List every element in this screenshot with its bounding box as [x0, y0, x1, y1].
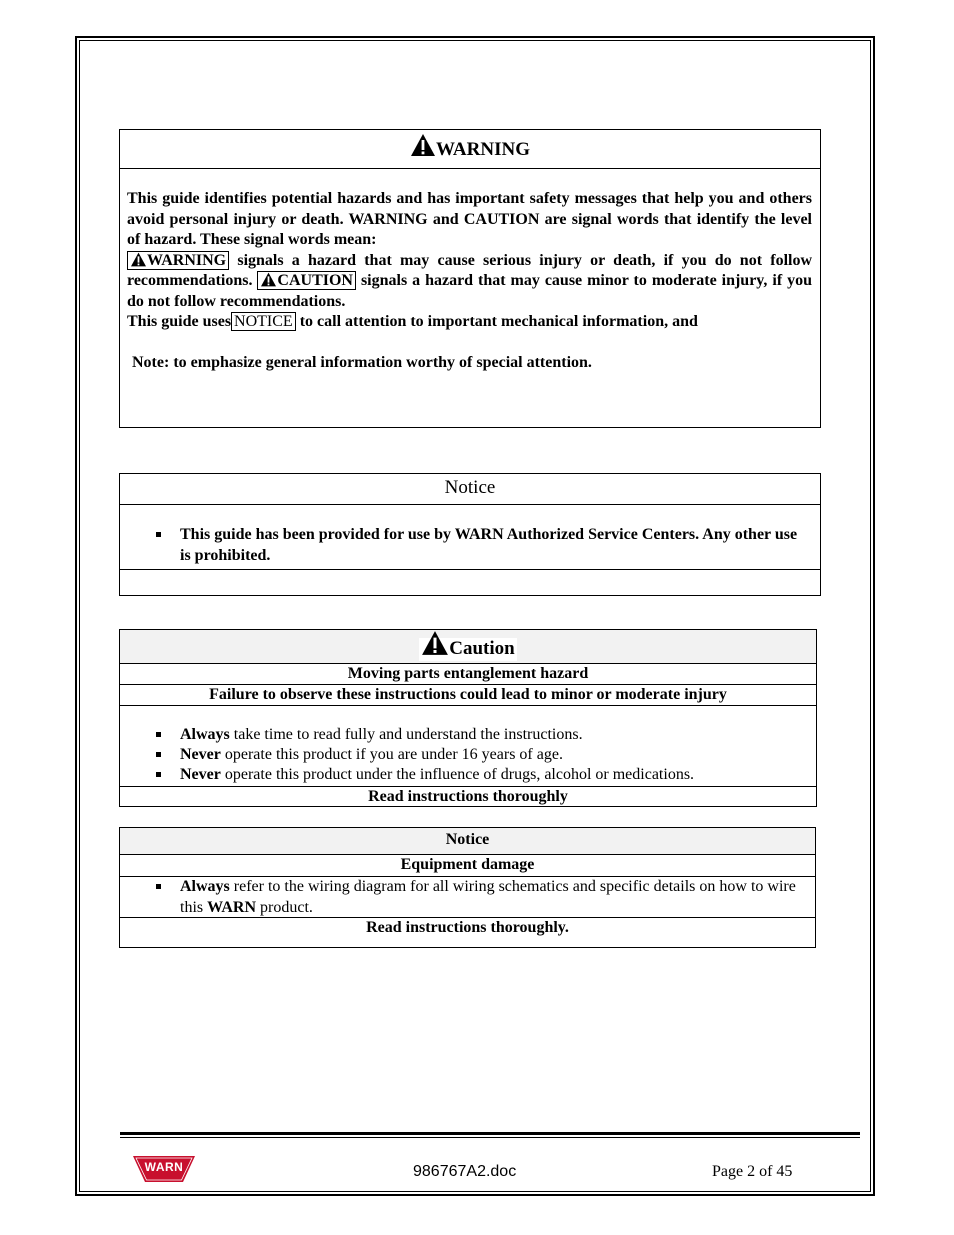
caution-box: [119, 629, 817, 807]
notice2-hazard-row: [120, 855, 815, 877]
notice-box-2: [119, 827, 816, 948]
notice2-body-row: [120, 877, 815, 918]
footer-rule-thick: [120, 1132, 860, 1135]
warning-box: [119, 129, 821, 428]
warning-title-row: [120, 130, 820, 169]
caution-footer-row: [120, 787, 816, 806]
list-item: [120, 525, 820, 566]
notice2-footer: Read instructions thoroughly.: [366, 919, 569, 936]
notice2-item-lead: Always: [180, 878, 230, 895]
warning-title: WARNING: [436, 139, 530, 160]
caution-consequence-row: [120, 685, 816, 706]
notice-suffix: to call attention to important mechanical information, and: [299, 313, 698, 330]
notice-title-row: [120, 474, 820, 505]
notice2-title-row: [120, 828, 815, 855]
caution-title: Caution: [449, 638, 515, 659]
caution-item-1-lead: Always: [180, 726, 230, 743]
caution-list: [120, 725, 816, 785]
warning-icon: [410, 133, 436, 157]
notice-item-text: This guide has been provided for use by WARN Authorized Service Centers. Any other use is prohibited.: [180, 526, 798, 564]
warning-label: WARNING: [147, 251, 227, 269]
list-item: [120, 765, 816, 785]
warn-logo-text: WARN: [144, 1160, 184, 1174]
notice-label: NOTICE: [234, 313, 293, 330]
notice-empty-row: [120, 570, 820, 595]
caution-footer: Read instructions thoroughly: [368, 788, 568, 805]
caution-item-2-text: operate this product if you are under 16 years of age.: [220, 746, 563, 763]
caution-icon: [421, 630, 449, 656]
note-text: Note: to emphasize general information worthy of special attention.: [132, 353, 592, 371]
caution-title-cell: [419, 638, 516, 661]
notice2-footer-row: [120, 918, 815, 947]
footer-rule-thin: [120, 1137, 860, 1138]
caution-item-2-lead: Never: [180, 746, 221, 763]
caution-item-3-text: operate this product under the influence of drugs, alcohol or medications.: [220, 766, 695, 783]
notice-label-box: [231, 312, 296, 331]
notice-prefix: This guide uses: [127, 313, 232, 330]
caution-label: CAUTION: [277, 272, 353, 289]
caution-label-box: [257, 271, 356, 290]
notice2-list: [120, 877, 815, 918]
notice-body-row: [120, 505, 820, 570]
warning-intro: This guide identifies potential hazards and has important safety messages that help you and others avoid personal injury or death. WARNING and CAUTION are signal words that identify the level of hazard. These signal words mean:: [127, 190, 812, 248]
warn-logo: [133, 1155, 195, 1183]
notice2-item-end: product.: [256, 898, 313, 916]
warning-label-box: [127, 251, 229, 270]
caution-consequence: Failure to observe these instructions could lead to minor or moderate injury: [209, 686, 727, 703]
notice-list: [120, 525, 820, 566]
warning-definitions: [127, 251, 812, 313]
caution-item-1-text: take time to read fully and understand the instructions.: [229, 726, 583, 743]
caution-small-icon: [260, 272, 277, 287]
notice-usage: [127, 312, 812, 333]
list-item: [120, 725, 816, 745]
list-item: [120, 745, 816, 765]
notice2-title: Notice: [445, 831, 490, 848]
caution-hazard: Moving parts entanglement hazard: [347, 665, 589, 682]
warning-small-icon: [130, 252, 147, 267]
caution-list-row: [120, 706, 816, 787]
notice-title: Notice: [444, 477, 496, 498]
caution-definition: signals a hazard that may cause minor to moderate injury, if you do not follow recommendations.: [127, 272, 812, 310]
warning-definition: signals a hazard that may cause serious injury or death, if you do not follow recommendations.: [127, 251, 813, 289]
caution-hazard-row: [120, 664, 816, 685]
footer-page-number: Page 2 of 45: [712, 1163, 793, 1180]
list-item: [120, 877, 815, 918]
caution-item-3-lead: Never: [180, 766, 221, 783]
notice2-hazard: Equipment damage: [400, 856, 535, 873]
notice2-item-text: refer to the wiring diagram for all wiring schematics and specific details on how to wire this: [180, 878, 796, 916]
notice2-item-brand: WARN: [207, 898, 257, 916]
notice-box-1: [119, 473, 821, 596]
warning-body: [120, 169, 820, 373]
footer-filename: 986767A2.doc: [413, 1163, 517, 1180]
caution-title-row: [120, 630, 816, 664]
